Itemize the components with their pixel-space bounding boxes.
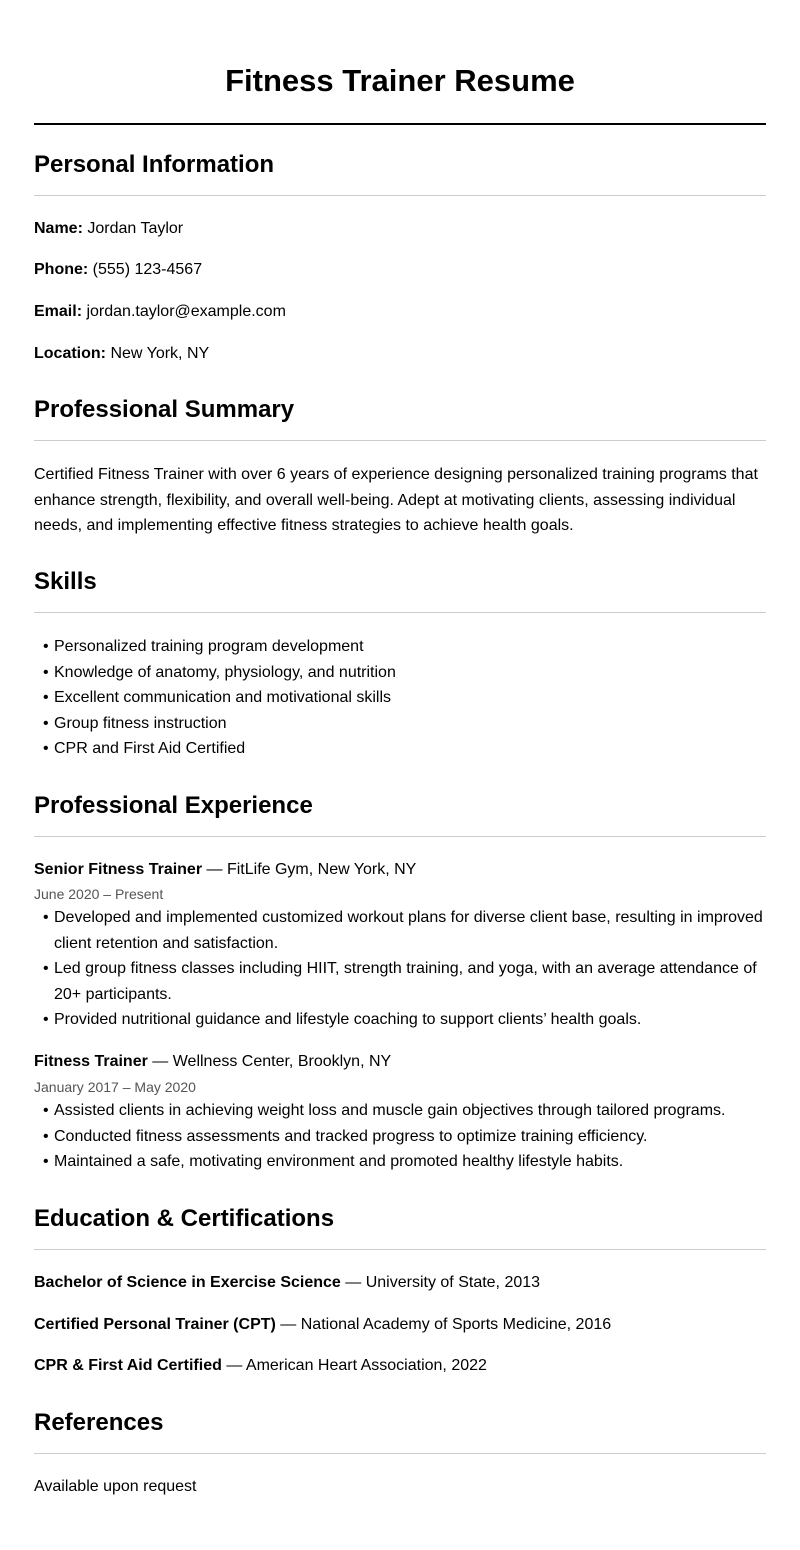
education-item: [34, 1315, 766, 1335]
education-item: [34, 1273, 766, 1293]
job-duty-item: • Conducted fitness assessments and tracked progress to optimize training efficiency.: [34, 1124, 766, 1150]
name-row: [34, 219, 766, 239]
title-divider: [34, 123, 766, 125]
location-row: [34, 344, 766, 364]
credential-name: Certified Personal Trainer (CPT): [34, 1316, 276, 1333]
education-divider: [34, 1249, 766, 1250]
credential-detail: — University of State, 2013: [345, 1274, 541, 1291]
job-duties-list: [34, 1098, 766, 1175]
credential-detail: — National Academy of Sports Medicine, 2016: [280, 1316, 612, 1333]
job-organization: — FitLife Gym, New York, NY: [206, 861, 417, 878]
location-label: Location:: [34, 345, 106, 362]
job-duty-item: • Provided nutritional guidance and lifestyle coaching to support clients’ health goals.: [34, 1007, 766, 1033]
credential-name: CPR & First Aid Certified: [34, 1357, 222, 1374]
skills-list: [34, 634, 766, 762]
experience-heading: Professional Experience: [34, 792, 313, 819]
references-text: Available upon request: [34, 1478, 197, 1495]
summary-text: Certified Fitness Trainer with over 6 years of experience designing personalized training programs that enhance strength, flexibility, and overall well-being. Adept at motivating clients, assessing individual needs, and implementing effective fitness strategies to achieve health goals.: [34, 466, 758, 534]
personal-info-heading: Personal Information: [34, 151, 275, 178]
job-header: [34, 1052, 766, 1072]
skill-item: • Knowledge of anatomy, physiology, and nutrition: [34, 660, 766, 686]
name-value: Jordan Taylor: [87, 220, 184, 237]
skills-divider: [34, 612, 766, 613]
phone-label: Phone:: [34, 261, 89, 278]
email-label: Email:: [34, 303, 83, 320]
education-item: [34, 1356, 766, 1376]
experience-divider: [34, 836, 766, 837]
summary-heading: Professional Summary: [34, 396, 295, 423]
email-row: [34, 302, 766, 322]
job-title: Senior Fitness Trainer: [34, 861, 203, 878]
phone-row: [34, 260, 766, 280]
phone-value: (555) 123-4567: [92, 261, 203, 278]
job-header: [34, 860, 766, 880]
job-duty-item: • Led group fitness classes including HIIT, strength training, and yoga, with an average attendance of 20+ participants.: [34, 956, 766, 1007]
job-organization: — Wellness Center, Brooklyn, NY: [152, 1053, 392, 1070]
education-heading: Education & Certifications: [34, 1205, 335, 1232]
job-dates: June 2020 – Present: [34, 886, 164, 902]
job-title: Fitness Trainer: [34, 1053, 148, 1070]
credential-detail: — American Heart Association, 2022: [226, 1357, 487, 1374]
skill-item: • Group fitness instruction: [34, 711, 766, 737]
name-label: Name:: [34, 220, 83, 237]
credential-name: Bachelor of Science in Exercise Science: [34, 1274, 341, 1291]
resume-title: Fitness Trainer Resume: [225, 63, 575, 98]
references-divider: [34, 1453, 766, 1454]
job-duties-list: [34, 905, 766, 1033]
skill-item: • Personalized training program development: [34, 634, 766, 660]
email-value: jordan.taylor@example.com: [86, 303, 286, 320]
summary-divider: [34, 440, 766, 441]
skill-item: • CPR and First Aid Certified: [34, 736, 766, 762]
job-duty-item: • Maintained a safe, motivating environment and promoted healthy lifestyle habits.: [34, 1149, 766, 1175]
job-dates: January 2017 – May 2020: [34, 1079, 196, 1095]
skills-heading: Skills: [34, 568, 97, 595]
references-heading: References: [34, 1409, 164, 1436]
job-duty-item: • Developed and implemented customized workout plans for diverse client base, resulting in improved client retention and satisfaction.: [34, 905, 766, 956]
location-value: New York, NY: [110, 345, 210, 362]
personal-info-divider: [34, 195, 766, 196]
skill-item: • Excellent communication and motivational skills: [34, 685, 766, 711]
job-duty-item: • Assisted clients in achieving weight loss and muscle gain objectives through tailored programs.: [34, 1098, 766, 1124]
